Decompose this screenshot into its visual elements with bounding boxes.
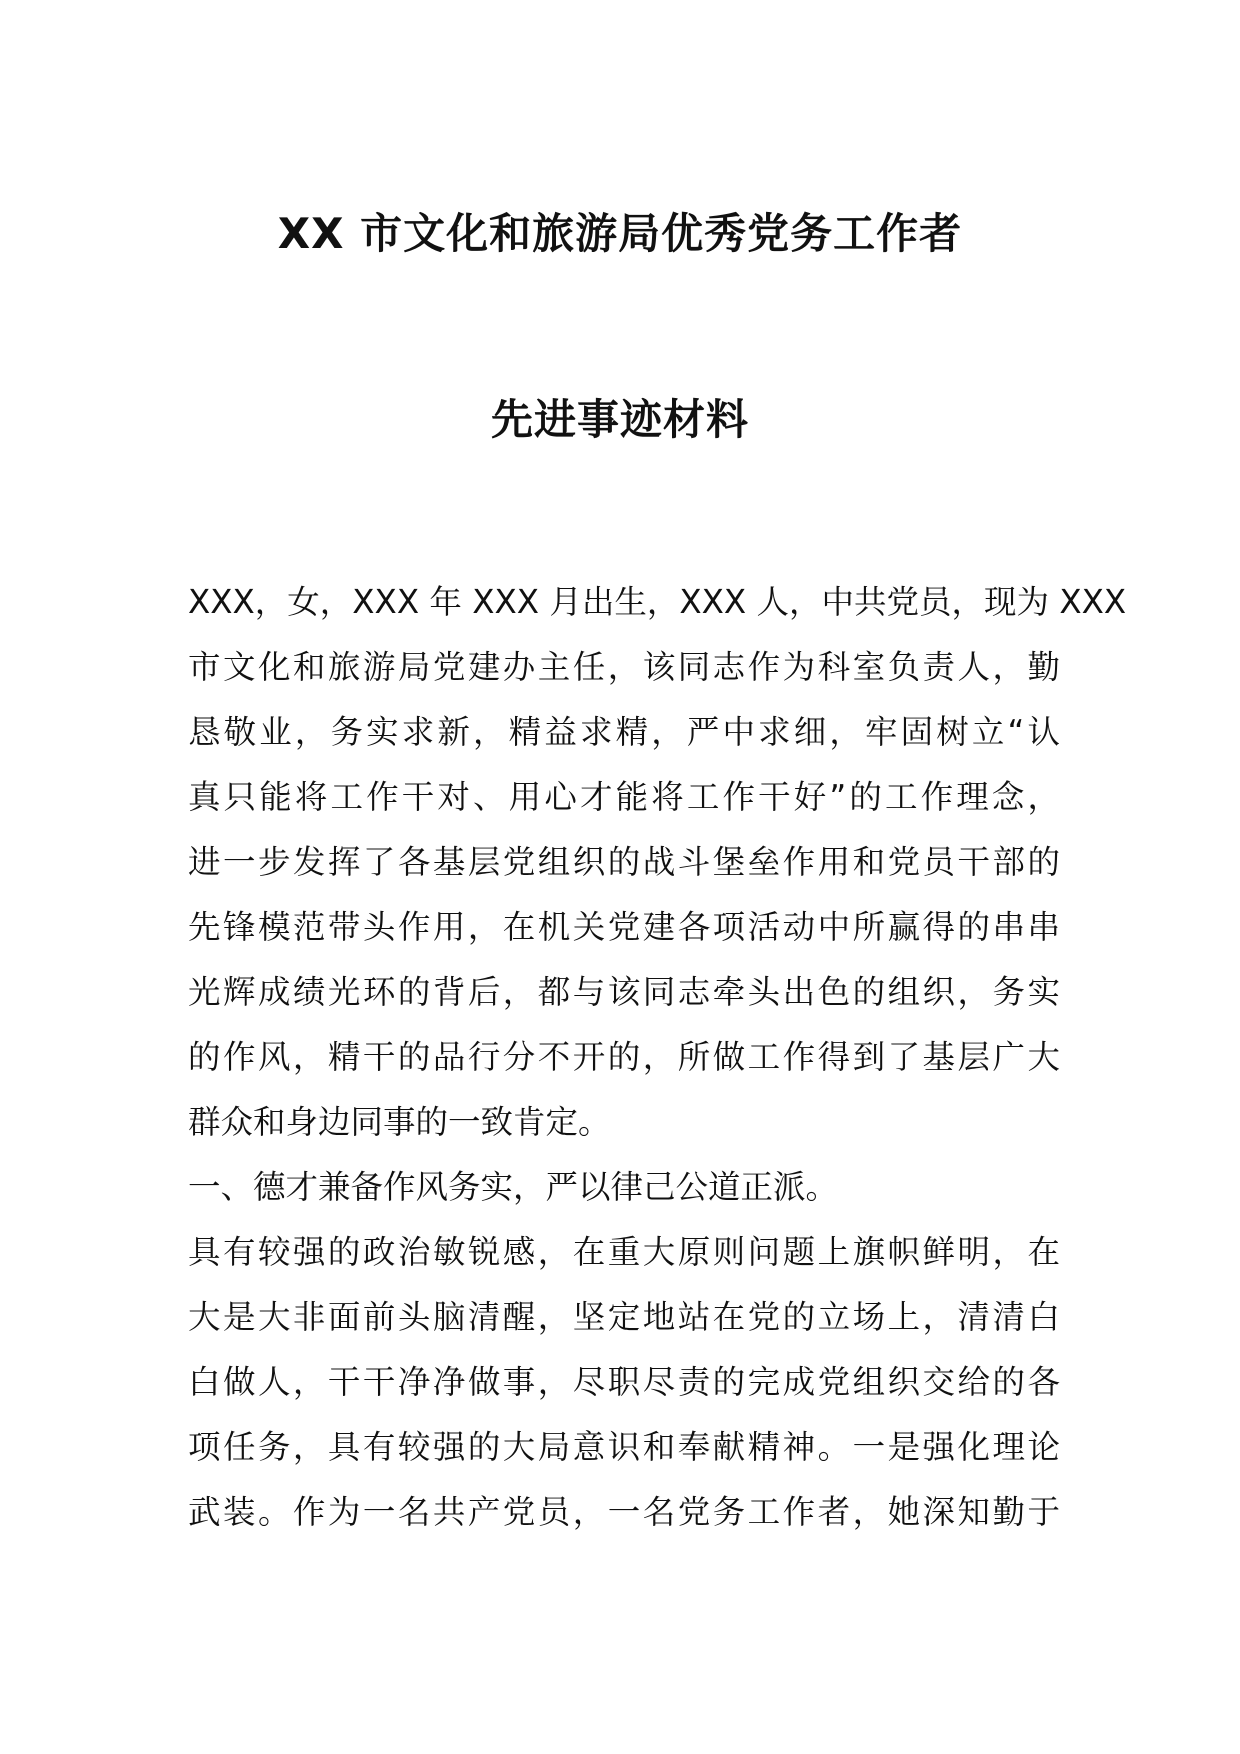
paragraph-2-line: 大是大非面前头脑清醒，坚定地站在党的立场上，清清白	[188, 1298, 1060, 1336]
paragraph-1-line: 进一步发挥了各基层党组织的战斗堡垒作用和党员干部的	[188, 843, 1060, 881]
section-heading-text: 一、德才兼备作风务实，严以律己公道正派。	[188, 1168, 839, 1206]
paragraph-1-line: 市文化和旅游局党建办主任，该同志作为科室负责人，勤	[188, 648, 1060, 686]
document-title-line-1: XX 市文化和旅游局优秀党务工作者	[277, 209, 963, 258]
paragraph-2-line: 白做人，干干净净做事，尽职尽责的完成党组织交给的各	[188, 1363, 1060, 1401]
paragraph-1-line: 恳敬业，务实求新，精益求精，严中求细，牢固树立“认	[188, 713, 1060, 751]
section-heading-1	[188, 1155, 1060, 1220]
paragraph-1-line: 群众和身边同事的一致肯定。	[188, 1103, 611, 1141]
paragraph-1	[188, 570, 1127, 1155]
paragraph-2-line: 武装。作为一名共产党员，一名党务工作者，她深知勤于	[188, 1493, 1060, 1531]
paragraph-1-line: 先锋模范带头作用，在机关党建各项活动中所赢得的串串	[188, 908, 1060, 946]
paragraph-2	[188, 1220, 1060, 1545]
paragraph-1-line: XXX，女，XXX 年 XXX 月出生，XXX 人，中共党员，现为 XXX	[188, 583, 1127, 621]
paragraph-1-line: 光辉成绩光环的背后，都与该同志牵头出色的组织，务实	[188, 973, 1060, 1011]
paragraph-2-line: 项任务，具有较强的大局意识和奉献精神。一是强化理论	[188, 1428, 1060, 1466]
paragraph-1-line: 真只能将工作干对、用心才能将工作干好”的工作理念，	[188, 778, 1060, 816]
paragraph-1-line: 的作风，精干的品行分不开的，所做工作得到了基层广大	[188, 1038, 1060, 1076]
document-title-line-2: 先进事迹材料	[490, 395, 749, 444]
paragraph-2-line: 具有较强的政治敏锐感，在重大原则问题上旗帜鲜明，在	[188, 1233, 1060, 1271]
